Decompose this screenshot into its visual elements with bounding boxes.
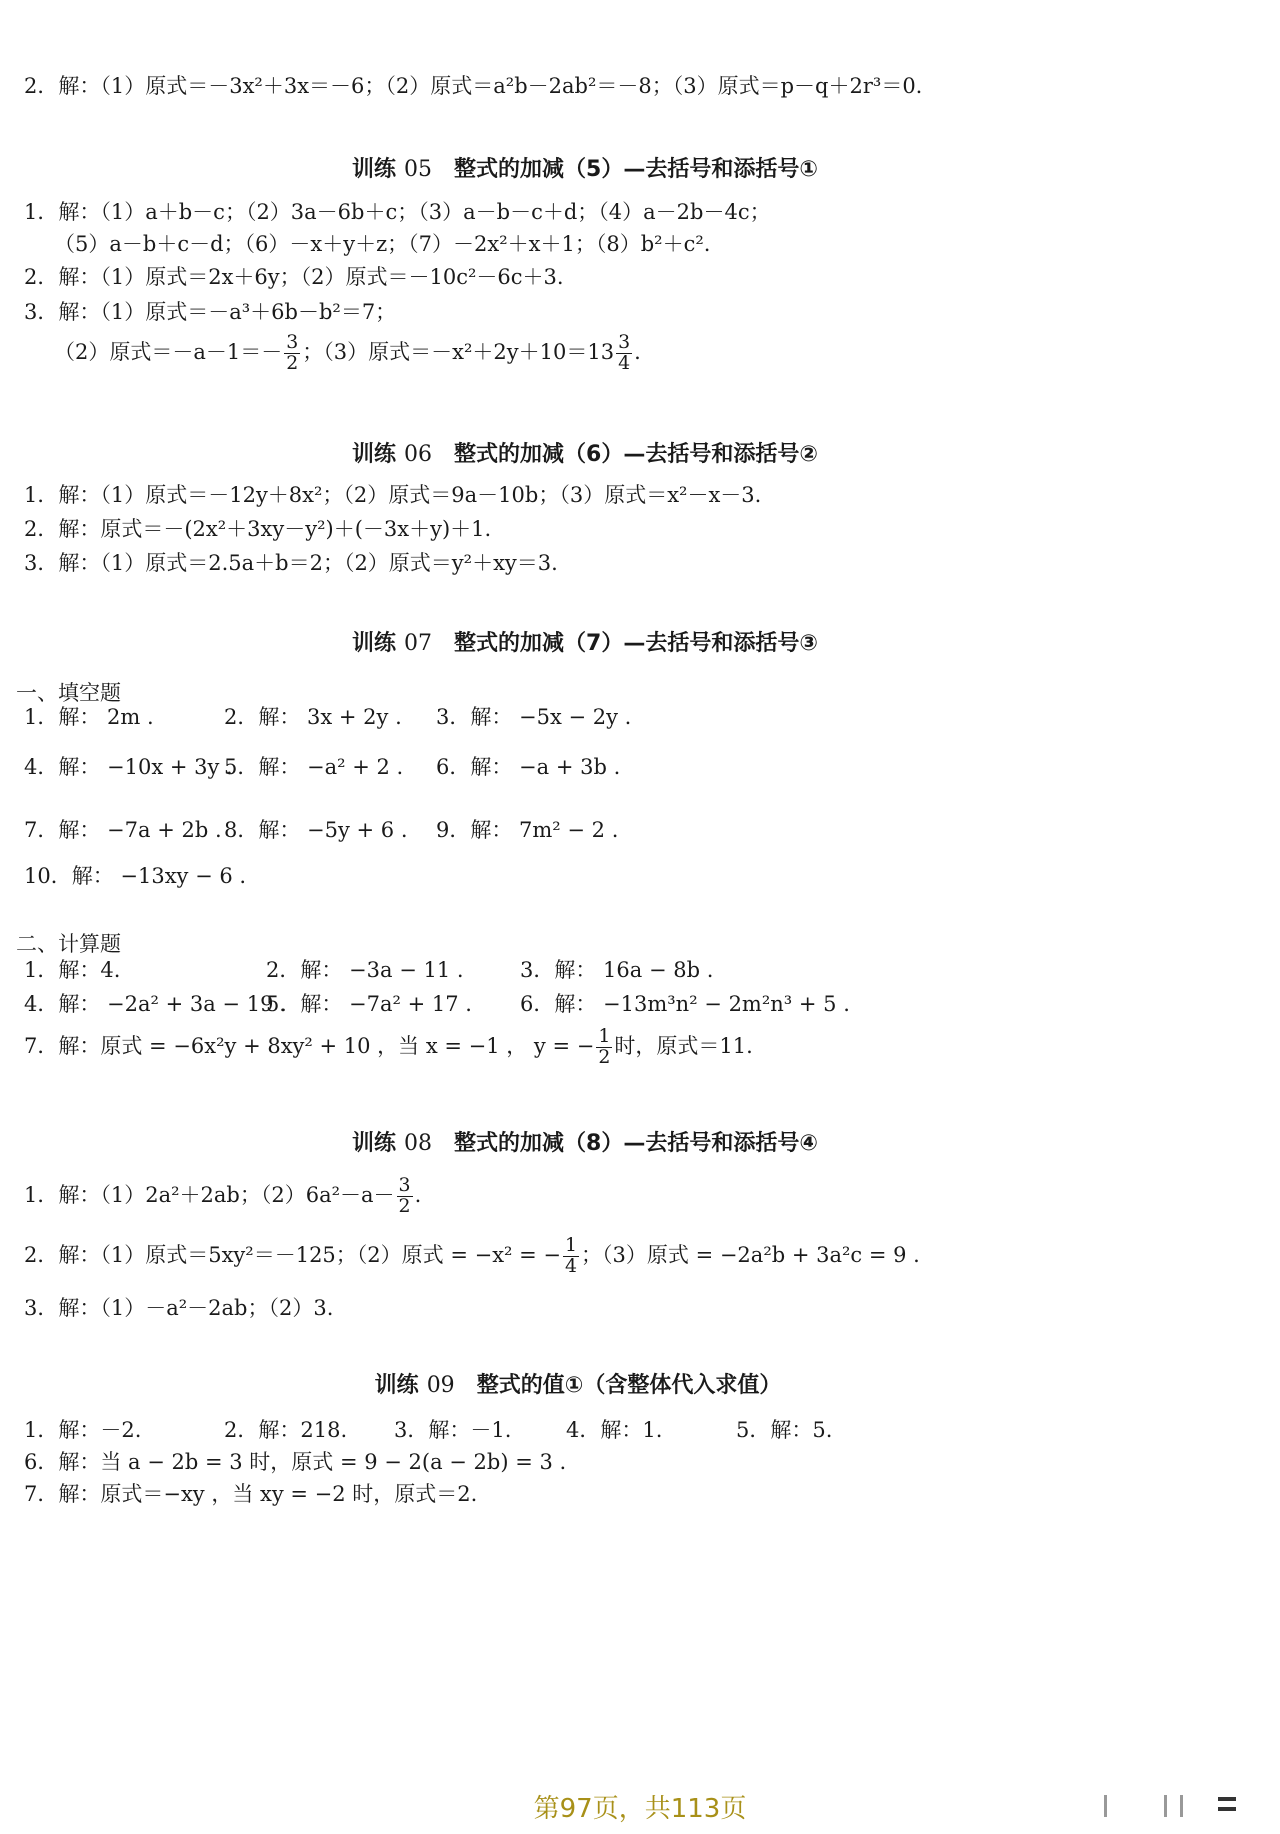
answer-line: 2．解：（1）原式＝－3x²＋3x＝－6；（2）原式＝a²b－2ab²＝－8；（3）原式＝p－q＋2r³＝0. xyxy=(24,74,923,98)
section-heading-07 xyxy=(0,626,1170,657)
answer-line: 3．解：（1）原式＝－a³＋6b－b²＝7； xyxy=(24,300,397,324)
heading-prefix: 训练 xyxy=(352,157,397,182)
answer-line: 3．解：（1）原式＝2.5a＋b＝2；（2）原式＝y²＋xy＝3. xyxy=(24,551,558,575)
fraction xyxy=(563,1236,579,1277)
answer-text: 2．解：（1）原式＝5xy²＝－125；（2）原式 = −x² = − xyxy=(24,1242,561,1267)
fraction-numerator: 1 xyxy=(565,1234,578,1256)
fill-answer: 7．解： −7a + 2b . xyxy=(24,818,222,842)
answer-line: 2．解：（1）原式＝2x＋6y；（2）原式＝－10c²－6c＋3. xyxy=(24,265,564,289)
answer-line: 2．解：原式＝－(2x²＋3xy－y²)＋(－3x＋y)＋1. xyxy=(24,517,492,541)
answer-text: 7．解：原式 = −6x²y + 8xy² + 10 ，当 x = −1 ， y = − xyxy=(24,1033,595,1058)
heading-title: 整式的值①（含整体代入求值） xyxy=(476,1373,782,1398)
calc-answer: 5．解： −7a² + 17 . xyxy=(266,992,472,1016)
fraction-numerator: 3 xyxy=(398,1174,411,1196)
heading-title: 整式的加减（5）—去括号和添括号① xyxy=(454,157,818,182)
heading-title: 整式的加减（6）—去括号和添括号② xyxy=(454,442,818,467)
calc-answer: 6．解： −13m³n² − 2m²n³ + 5 . xyxy=(520,992,850,1016)
answer-text: . xyxy=(634,339,641,364)
value-answer: 6．解：当 a − 2b = 3 时，原式 = 9 − 2(a − 2b) = 3 . xyxy=(24,1450,567,1474)
calc-answer: 1．解：4. xyxy=(24,958,121,982)
section-heading-08 xyxy=(0,1126,1170,1157)
section-heading-09 xyxy=(0,1368,1156,1399)
fill-answer: 5．解： −a² + 2 . xyxy=(224,755,404,779)
heading-number: 09 xyxy=(426,1373,455,1398)
answer-line: （5）a－b＋c－d；（6）－x＋y＋z；（7）－2x²＋x＋1；（8）b²＋c². xyxy=(54,232,711,256)
heading-number: 06 xyxy=(404,442,433,467)
section-heading-05 xyxy=(0,152,1170,183)
answer-text: （2）原式＝－a－1＝－ xyxy=(54,339,283,364)
value-answer: 1．解：－2. xyxy=(24,1418,142,1442)
answer-line xyxy=(54,333,641,374)
fraction xyxy=(397,1176,413,1217)
answer-line: 1．解：（1）原式＝－12y＋8x²；（2）原式＝9a－10b；（3）原式＝x²－x－3. xyxy=(24,483,762,507)
answer-line xyxy=(24,1236,920,1277)
fill-answer: 4．解： −10x + 3y . xyxy=(24,755,233,779)
heading-title: 整式的加减（7）—去括号和添括号③ xyxy=(454,631,818,656)
heading-prefix: 训练 xyxy=(352,1131,397,1156)
page-indicator: 第97页，共113页 xyxy=(533,1794,747,1824)
answer-text: 1．解：（1）2a²＋2ab；（2）6a²－a－ xyxy=(24,1182,395,1207)
fraction-numerator: 3 xyxy=(286,331,299,353)
heading-number: 08 xyxy=(404,1131,433,1156)
heading-number: 05 xyxy=(404,157,433,182)
heading-title: 整式的加减（8）—去括号和添括号④ xyxy=(454,1131,818,1156)
fraction-denominator: 2 xyxy=(598,1045,611,1068)
answer-text: ；（3）原式＝－x²＋2y＋10＝13 xyxy=(302,339,615,364)
heading-prefix: 训练 xyxy=(352,631,397,656)
fill-answer: 6．解： −a + 3b . xyxy=(436,755,621,779)
answer-line: 3．解：（1）－a²－2ab；（2）3. xyxy=(24,1296,334,1320)
heading-prefix: 训练 xyxy=(352,442,397,467)
value-answer: 4．解：1. xyxy=(566,1418,663,1442)
fraction-numerator: 3 xyxy=(618,331,631,353)
section-heading-06 xyxy=(0,437,1170,468)
fraction-denominator: 2 xyxy=(398,1194,411,1217)
fraction-denominator: 4 xyxy=(565,1254,578,1277)
calc-answer: 2．解： −3a − 11 . xyxy=(266,958,464,982)
answer-line: 1．解：（1）a＋b－c；（2）3a－6b＋c；（3）a－b－c＋d；（4）a－2b－4c； xyxy=(24,200,771,224)
heading-prefix: 训练 xyxy=(374,1373,419,1398)
fraction-denominator: 2 xyxy=(286,351,299,374)
fraction-numerator: 1 xyxy=(598,1025,611,1047)
fill-answer: 3．解： −5x − 2y . xyxy=(436,705,632,729)
fill-answer: 1．解： 2m . xyxy=(24,705,154,729)
fraction xyxy=(284,333,300,374)
subsection-calculation: 二、计算题 xyxy=(16,932,121,956)
answer-text: ；（3）原式 = −2a²b + 3a²c = 9 . xyxy=(581,1242,920,1267)
answer-line xyxy=(24,1176,421,1217)
fill-answer: 2．解： 3x + 2y . xyxy=(224,705,402,729)
calc-answer: 3．解： 16a − 8b . xyxy=(520,958,714,982)
fill-answer: 9．解： 7m² − 2 . xyxy=(436,818,619,842)
value-answer: 2．解：218. xyxy=(224,1418,348,1442)
fraction xyxy=(596,1027,612,1068)
fill-answer: 10．解： −13xy − 6 . xyxy=(24,864,247,888)
calc-answer: 4．解： −2a² + 3a − 19 . xyxy=(24,992,287,1016)
value-answer: 5．解：5. xyxy=(736,1418,833,1442)
calc-answer xyxy=(24,1027,753,1068)
answer-text: . xyxy=(414,1182,422,1207)
subsection-fill-blank: 一、填空题 xyxy=(16,681,121,705)
answer-text: 时，原式＝11. xyxy=(614,1033,753,1058)
value-answer: 3．解：－1. xyxy=(394,1418,512,1442)
fraction xyxy=(616,333,632,374)
fill-answer: 8．解： −5y + 6 . xyxy=(224,818,408,842)
fraction-denominator: 4 xyxy=(618,351,631,374)
heading-number: 07 xyxy=(404,631,433,656)
value-answer: 7．解：原式＝−xy ，当 xy = −2 时，原式＝2. xyxy=(24,1482,478,1506)
edge-marks-icon xyxy=(1068,1795,1248,1819)
